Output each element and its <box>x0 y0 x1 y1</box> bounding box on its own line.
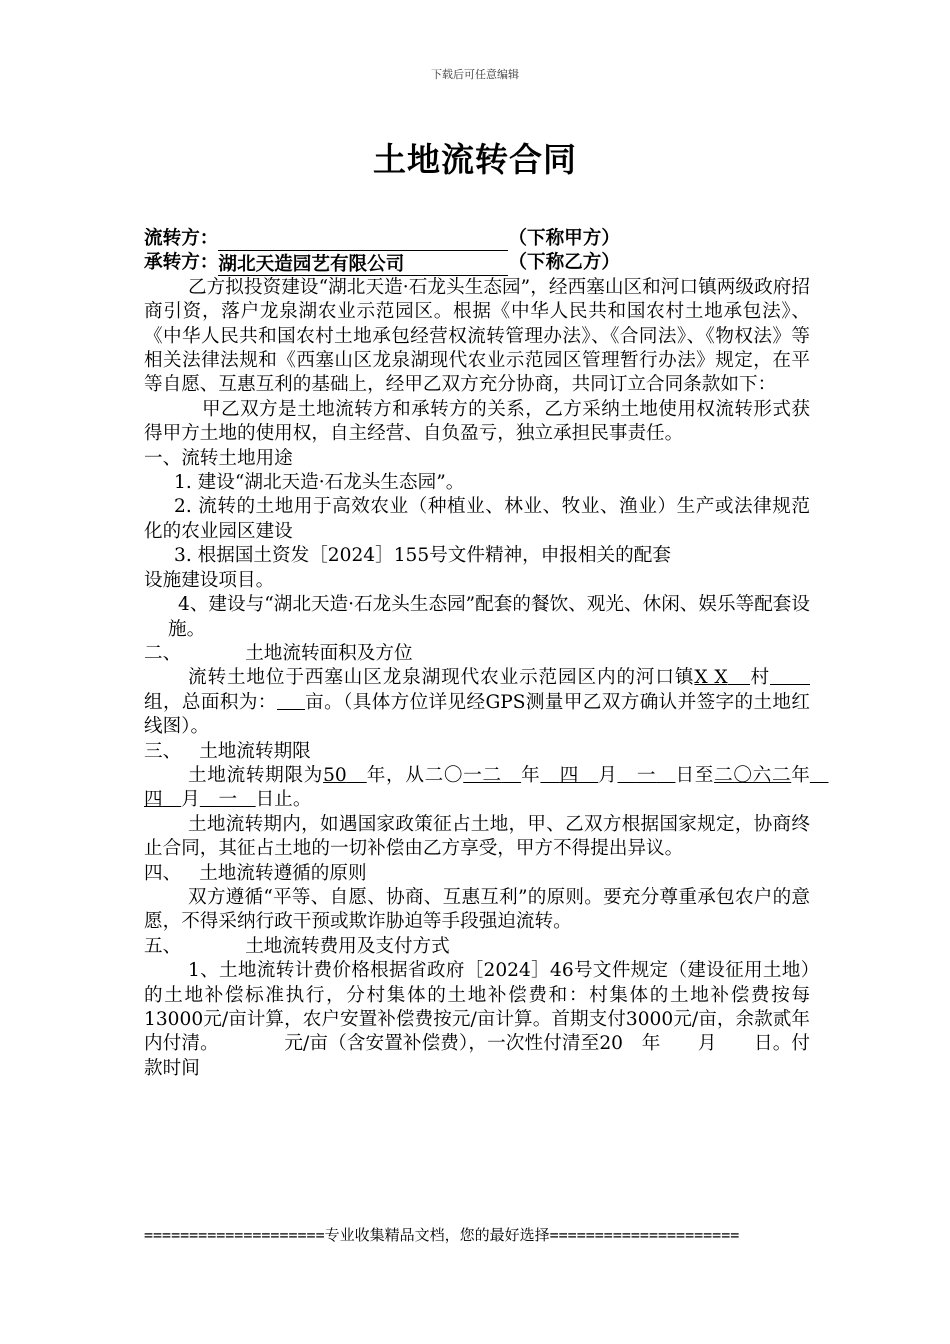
start-year: 一二 <box>463 764 502 786</box>
transferor-label: 流转方： <box>144 228 219 249</box>
section-2-paragraph: 流转土地位于西塞山区龙泉湖现代农业示范园区内的河口镇X X 村组，总面积为： 亩。（具体方位详见经GPS测量甲乙双方确认并签字的土地红线图）。 <box>144 667 810 738</box>
transferor-line <box>144 227 810 251</box>
section-5-heading-line <box>144 935 810 959</box>
section-4-heading-line <box>144 862 810 886</box>
relation-paragraph: 甲乙双方是土地流转方和承转方的关系，乙方采纳土地使用权流转形式获得甲方土地的使用权，自主经营、自负盈亏，独立承担民事责任。 <box>144 398 810 445</box>
section-3-paragraph-2: 土地流转期内，如遇国家政策征占土地，甲、乙双方根据国家规定，协商终止合同，其征占土地的一切补偿由乙方享受，甲方不得提出异议。 <box>144 813 810 860</box>
section-1-item-3: 3. 根据国土资发［2024］155号文件精神，申报相关的配套 <box>174 545 671 567</box>
section-1-item-4: 4、建设与“湖北天造·石龙头生态园”配套的餐饮、观光、休闲、娱乐等配套设施。 <box>168 594 810 640</box>
section-3-num: 三、 <box>144 740 182 762</box>
section-5-paragraph: 1、土地流转计费价格根据省政府［2024］46号文件规定（建设征用土地）的土地补偿标准执行，分村集体的土地补偿费和：村集体的土地补偿费按每13000元/亩计算，农户安置补偿费按元/亩计算。首期支付3000元/亩，余款贰年内付清。 元/亩（含安置补偿费），一次性付清至20 年 月 日。付款时间 <box>144 960 810 1079</box>
section-2-heading-line <box>144 642 810 666</box>
contract-body <box>144 227 810 1081</box>
transferee-suffix: （下称乙方） <box>508 252 620 274</box>
section-3-term-paragraph: 土地流转期限为50 年，从二〇一二 年 四 月 一 日至二〇六二年 四 月 一 日止。 <box>144 764 810 811</box>
group-field <box>770 666 810 685</box>
page-title: 土地流转合同 <box>373 140 577 179</box>
section-2-num: 二、 <box>144 642 182 664</box>
area-field <box>277 691 305 710</box>
section-1-item-1: 1. 建设“湖北天造·石龙头生态园”。 <box>174 472 465 494</box>
section-5-num: 五、 <box>144 935 182 957</box>
start-month: 四 <box>559 764 579 786</box>
section-4-num: 四、 <box>144 862 182 884</box>
end-month: 四 <box>144 789 163 811</box>
section-3-heading: 土地流转期限 <box>199 740 311 762</box>
header-note: 下载后可任意编辑 <box>431 68 519 81</box>
section-1-heading: 一、流转土地用途 <box>144 447 293 469</box>
footer-banner: ====================专业收集精品文档，您的最好选择===================== <box>144 1226 740 1244</box>
section-4-heading: 土地流转遵循的原则 <box>199 862 367 884</box>
section-3-heading-line <box>144 740 810 764</box>
transferee-line <box>144 251 810 275</box>
end-day: 一 <box>218 789 238 811</box>
transferee-label: 承转方： <box>144 252 219 274</box>
start-day: 一 <box>636 764 657 786</box>
section-2-heading: 土地流转面积及方位 <box>245 642 413 664</box>
section-1-item-3-cont: 设施建设项目。 <box>144 569 275 591</box>
section-5-heading: 土地流转费用及支付方式 <box>245 935 450 957</box>
transferor-suffix: （下称甲方） <box>508 228 620 249</box>
term-years: 50 <box>323 764 347 786</box>
section-1-item-2: 2. 流转的土地用于高效农业（种植业、林业、牧业、渔业）生产或法律规范化的农业园区建设 <box>144 496 810 542</box>
transferor-name-field <box>218 228 508 251</box>
transferee-name-field: 湖北天造园艺有限公司 <box>218 253 508 276</box>
end-year: 二〇六二 <box>714 764 792 786</box>
village-field: X X <box>694 667 728 689</box>
section-4-paragraph: 双方遵循“平等、自愿、协商、互惠互利”的原则。要充分尊重承包农户的意愿，不得采纳行政干预或欺诈胁迫等手段强迫流转。 <box>144 886 810 933</box>
preamble-paragraph: 乙方拟投资建设“湖北天造·石龙头生态园”，经西塞山区和河口镇两级政府招商引资，落户龙泉湖农业示范园区。根据《中华人民共和国农村土地承包法》、《中华人民共和国农村土地承包经营权流转管理办法》、《合同法》、《物权法》等相关法律法规和《西塞山区龙泉湖现代农业示范园区管理暂行办法》规定，在平等自愿、互惠互利的基础上，经甲乙双方充分协商，共同订立合同条款如下： <box>144 276 810 396</box>
